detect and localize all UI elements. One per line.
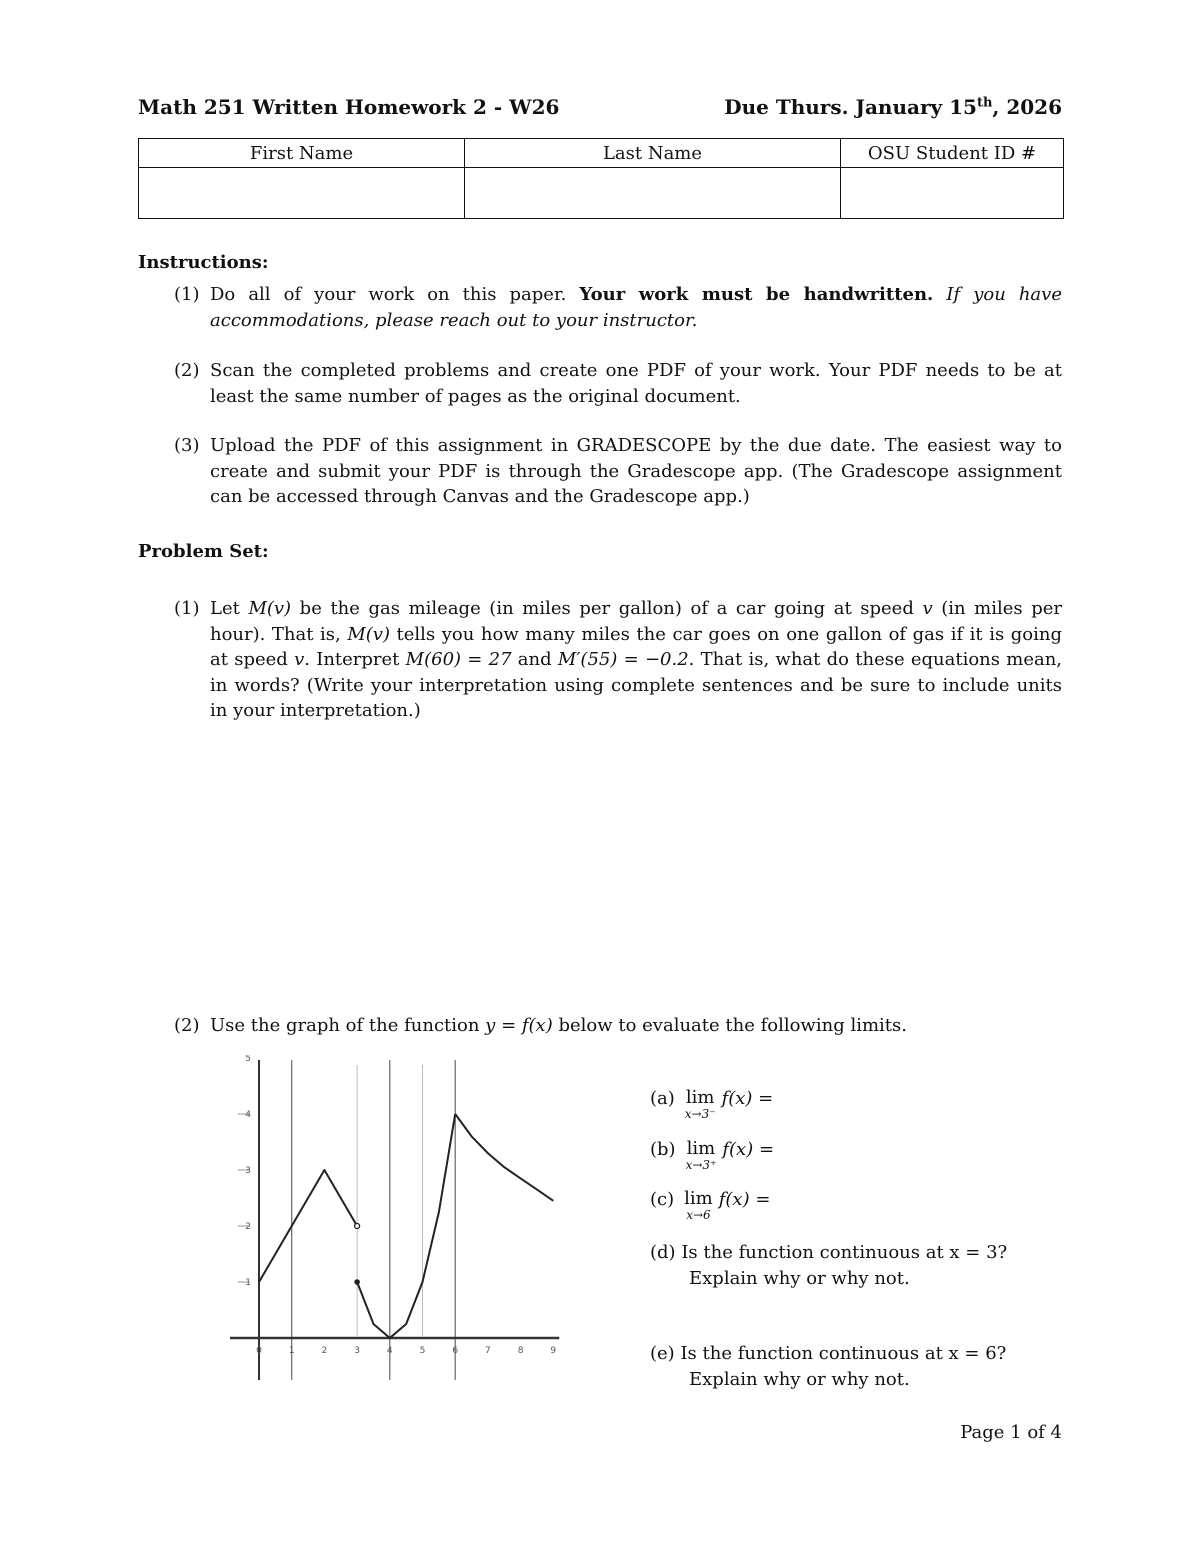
function-graph — [230, 1055, 565, 1385]
document-title: Math 251 Written Homework 2 - W26 — [138, 95, 560, 119]
x-tick-label: 1 — [288, 1346, 295, 1356]
problem-2 — [174, 1013, 1062, 1039]
p1-text-part: . Interpret — [304, 649, 406, 670]
due-date — [724, 95, 1062, 119]
lim-symbol: lim — [686, 1138, 716, 1159]
first-name-field[interactable] — [139, 168, 465, 219]
part-e-question: Is the function continuous at x = 6? — [680, 1343, 1007, 1364]
problem-2-number: (2) — [174, 1015, 200, 1036]
instruction-1-number: (1) — [174, 284, 200, 305]
x-tick-label: 9 — [550, 1346, 557, 1356]
series-segment-3 — [455, 1114, 553, 1201]
lim-subscript: x→3⁺ — [685, 1158, 717, 1172]
instructions-heading: Instructions: — [138, 252, 269, 273]
lim-symbol: lim — [684, 1188, 713, 1209]
lim-subscript: x→6 — [686, 1208, 711, 1222]
student-id-header: OSU Student ID # — [841, 139, 1064, 168]
part-e-explain: Explain why or why not. — [689, 1369, 910, 1390]
instruction-2-text: Scan the completed problems and create one PDF of your work. Your PDF needs to be at least the same number of pages as the original document. — [210, 360, 1062, 407]
lim-subscript: x→3⁻ — [684, 1107, 716, 1121]
part-d-question: Is the function continuous at x = 3? — [681, 1242, 1008, 1263]
due-date-text: Due Thurs. January 15 — [724, 95, 977, 119]
x-tick-label: 5 — [419, 1346, 426, 1356]
part-d — [650, 1240, 1007, 1292]
y-tick-label: 4 — [245, 1110, 251, 1120]
student-id-field[interactable] — [841, 168, 1064, 219]
instruction-3-text: Upload the PDF of this assignment in GRADESCOPE by the due date. The easiest way to create and submit your PDF is through the Gradescope app. (The Gradescope assignment can be accessed through Canvas and the Gradescope app.) — [210, 435, 1062, 507]
problem-set-heading: Problem Set: — [138, 541, 269, 562]
p1-math: v — [922, 598, 933, 619]
p1-text-part: and — [511, 649, 558, 670]
open-endpoint — [355, 1224, 360, 1229]
problem-1-text — [210, 596, 1062, 724]
p1-math: M(60) = 27 — [405, 649, 512, 670]
x-tick-label: 4 — [386, 1346, 393, 1356]
series-segment-1 — [259, 1170, 357, 1282]
y-tick-label: 3 — [245, 1166, 251, 1176]
part-d-explain: Explain why or why not. — [689, 1268, 910, 1289]
p1-math: v — [294, 649, 305, 670]
p1-text-part: Let — [210, 598, 249, 619]
lim-symbol: lim — [685, 1087, 715, 1108]
due-date-sup: th — [976, 95, 993, 111]
part-a — [650, 1088, 773, 1120]
instruction-3-number: (3) — [174, 435, 200, 456]
limit-expression: f(x) = — [718, 1189, 771, 1210]
due-date-year: , 2026 — [992, 95, 1062, 119]
instruction-1-bold: Your work must be handwritten. — [579, 284, 934, 305]
part-b — [650, 1139, 774, 1171]
y-tick-label: 5 — [245, 1055, 251, 1064]
p1-text-part: tells you how many miles the car goes on one gallon of gas if it is going at speed — [210, 623, 1062, 670]
closed-endpoint — [354, 1279, 360, 1285]
problem-1-number: (1) — [174, 598, 200, 619]
x-tick-label: 2 — [321, 1346, 328, 1356]
x-tick-label: 7 — [485, 1346, 491, 1356]
series-segment-2 — [357, 1114, 455, 1338]
last-name-field[interactable] — [465, 168, 841, 219]
p1-math: M(v) — [347, 623, 390, 645]
instruction-2-number: (2) — [174, 360, 200, 381]
part-d-label: (d) — [650, 1242, 676, 1263]
part-e — [650, 1341, 1006, 1393]
p1-text-part: . That is, what do these equations mean, in words? (Write your interpretation using complete sentences and be sure to include units in your interpretation.) — [210, 649, 1063, 721]
p2-text-part: below to evaluate the following limits. — [552, 1015, 907, 1036]
instruction-1-italic: If you have accommodations, please reach out to your instructor. — [210, 284, 1062, 331]
p1-text-part: (in miles per hour). That is, — [210, 598, 1063, 645]
page-number: Page 1 of 4 — [960, 1422, 1062, 1443]
problem-2-text — [210, 1013, 1062, 1039]
x-tick-label: 0 — [256, 1346, 262, 1356]
instruction-1-text: Do all of your work on this paper. — [210, 284, 580, 305]
student-info-table — [138, 138, 1064, 219]
x-tick-label: 8 — [517, 1346, 524, 1356]
first-name-header: First Name — [139, 139, 465, 168]
y-tick-label: 1 — [245, 1278, 251, 1288]
p2-text-part: Use the graph of the function — [210, 1015, 486, 1036]
part-a-label: (a) — [650, 1088, 675, 1109]
problem-1 — [174, 596, 1062, 724]
limit-expression: f(x) = — [722, 1139, 775, 1160]
p2-math: y = f(x) — [485, 1015, 553, 1036]
instruction-2 — [174, 358, 1062, 409]
part-c — [650, 1189, 770, 1221]
part-b-label: (b) — [650, 1139, 676, 1160]
p1-text-part: be the gas mileage (in miles per gallon) of a car going at speed — [291, 598, 923, 619]
x-tick-label: 6 — [452, 1346, 459, 1356]
instruction-3 — [174, 433, 1062, 510]
y-tick-label: 2 — [245, 1222, 251, 1232]
part-c-label: (c) — [650, 1189, 675, 1210]
last-name-header: Last Name — [465, 139, 841, 168]
part-e-label: (e) — [650, 1343, 675, 1364]
instruction-1 — [174, 282, 1062, 333]
x-tick-label: 3 — [354, 1346, 360, 1356]
p1-math: M′(55) = −0.2 — [557, 649, 689, 670]
limit-expression: f(x) = — [721, 1088, 774, 1109]
p1-math: M(v) — [248, 598, 292, 619]
